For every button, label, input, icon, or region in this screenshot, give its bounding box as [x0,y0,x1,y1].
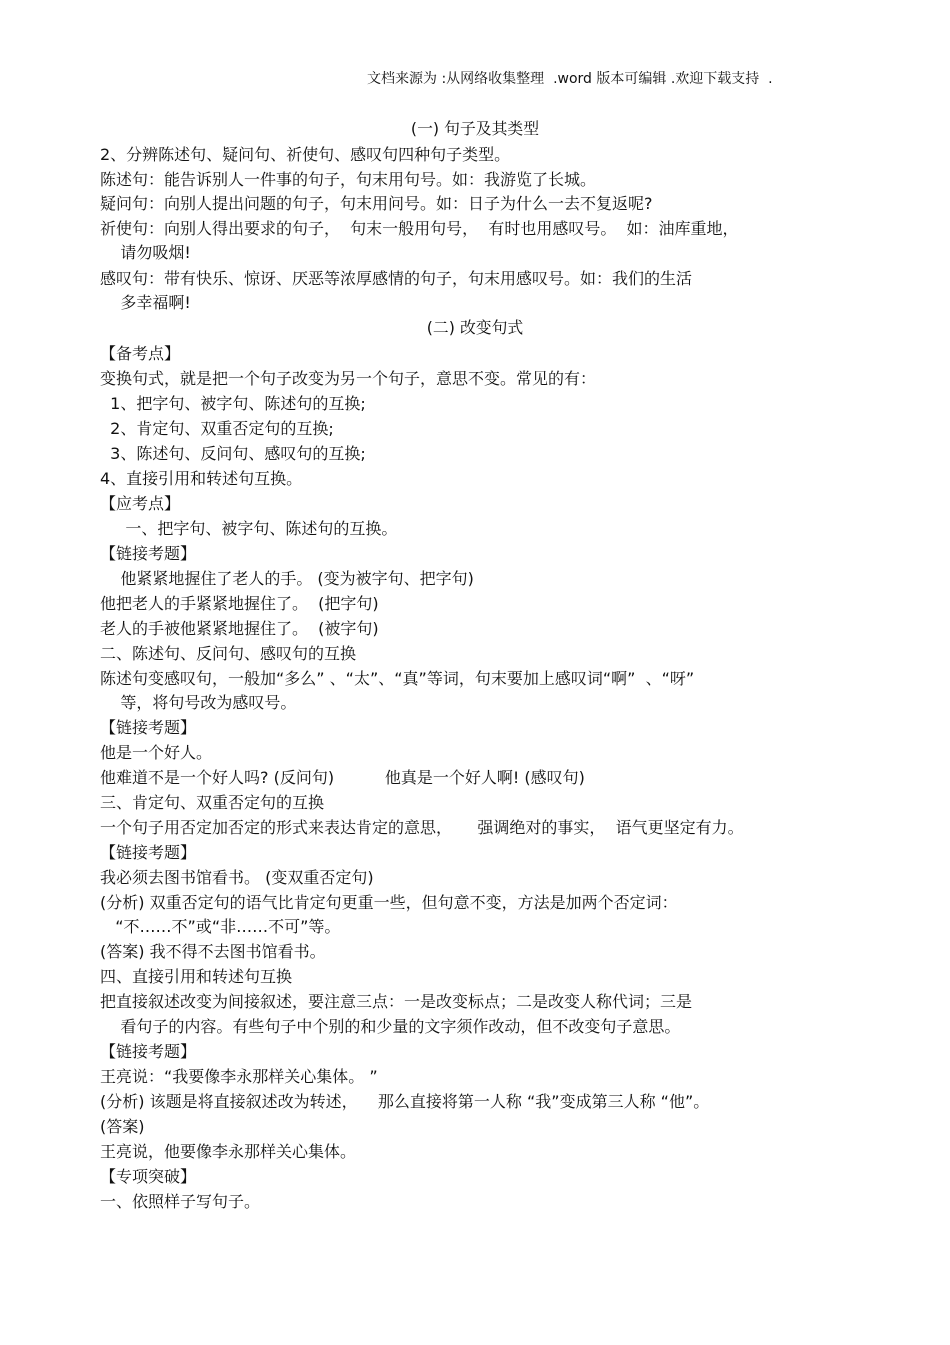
text-line: 他紧紧地握住了老人的手。 (变为被字句、把字句) [100,569,474,588]
text-line: (分析) 该题是将直接叙述改为转述， 那么直接将第一人称 “我”变成第三人称 “他”。 [100,1092,710,1111]
text-line: 我必须去图书馆看书。 (变双重否定句) [100,868,374,887]
bracket-heading: 【应考点】 [100,494,181,513]
text-line: 看句子的内容。有些句子中个别的和少量的文字须作改动，但不改变句子意思。 [100,1017,681,1036]
text-line: 疑问句：向别人提出问题的句子，句末用问号。如：日子为什么一去不复返呢? [100,194,653,213]
text-line: 老人的手被他紧紧地握住了。 (被字句) [100,619,379,638]
text-line: 把直接叙述改变为间接叙述，要注意三点：一是改变标点；二是改变人称代词；三是 [100,992,693,1011]
text-line: 陈述句变感叹句，一般加“多么” 、“太”、“真”等词，句末要加上感叹词“啊” 、“呀” [100,669,695,688]
text-line: 陈述句：能告诉别人一件事的句子，句末用句号。如：我游览了长城。 [100,170,597,189]
text-line: (答案) 我不得不去图书馆看书。 [100,942,326,961]
subsection-heading: 三、肯定句、双重否定句的互换 [100,793,325,812]
list-item: 3、陈述句、反问句、感叹句的互换; [100,444,366,463]
bracket-heading: 【链接考题】 [100,843,197,862]
bracket-heading: 【专项突破】 [100,1167,197,1186]
text-line: 王亮说，他要像李永那样关心集体。 [100,1142,357,1161]
header-source-note: 文档来源为 :从网络收集整理 .word 版本可编辑 .欢迎下载支持 . [367,71,773,87]
list-item: 4、直接引用和转述句互换。 [100,469,303,488]
text-line: 等，将句号改为感叹号。 [100,693,297,712]
text-line: “不……不”或“非……不可”等。 [100,917,341,936]
bracket-heading: 【链接考题】 [100,718,197,737]
text-line: 他难道不是一个好人吗? (反问句) 他真是一个好人啊! (感叹句) [100,768,585,787]
text-line: 请勿吸烟! [100,243,191,262]
text-line: (答案) [100,1117,145,1136]
text-line: 他是一个好人。 [100,743,213,762]
section-title-sentence-types: (一) 句子及其类型 [410,119,540,138]
text-line: 多幸福啊! [100,293,191,312]
text-line: 祈使句：向别人得出要求的句子， 句末一般用句号， 有时也用感叹号。 如：油库重地， [100,219,739,238]
text-line: 王亮说：“我要像李永那样关心集体。 ” [100,1067,378,1086]
bracket-heading: 【链接考题】 [100,544,197,563]
text-line: 2、分辨陈述句、疑问句、祈使句、感叹句四种句子类型。 [100,145,511,164]
subsection-heading: 一、依照样子写句子。 [100,1192,261,1211]
text-line: 一、把字句、被字句、陈述句的互换。 [100,519,398,538]
list-item: 2、肯定句、双重否定句的互换; [100,419,334,438]
bracket-heading: 【链接考题】 [100,1042,197,1061]
subsection-heading: 四、直接引用和转述句互换 [100,967,293,986]
text-line: 他把老人的手紧紧地握住了。 (把字句) [100,594,379,613]
text-line: 变换句式，就是把一个句子改变为另一个句子，意思不变。常见的有： [100,369,597,388]
text-line: (分析) 双重否定句的语气比肯定句更重一些，但句意不变，方法是加两个否定词： [100,893,678,912]
subsection-heading: 二、陈述句、反问句、感叹句的互换 [100,644,357,663]
text-line: 感叹句：带有快乐、惊讶、厌恶等浓厚感情的句子，句末用感叹号。如：我们的生活 [100,269,693,288]
bracket-heading: 【备考点】 [100,344,181,363]
list-item: 1、把字句、被字句、陈述句的互换; [100,394,366,413]
text-line: 一个句子用否定加否定的形式来表达肯定的意思， 强调绝对的事实， 语气更坚定有力。 [100,818,744,837]
section-title-change-sentence: (二) 改变句式 [426,318,524,337]
